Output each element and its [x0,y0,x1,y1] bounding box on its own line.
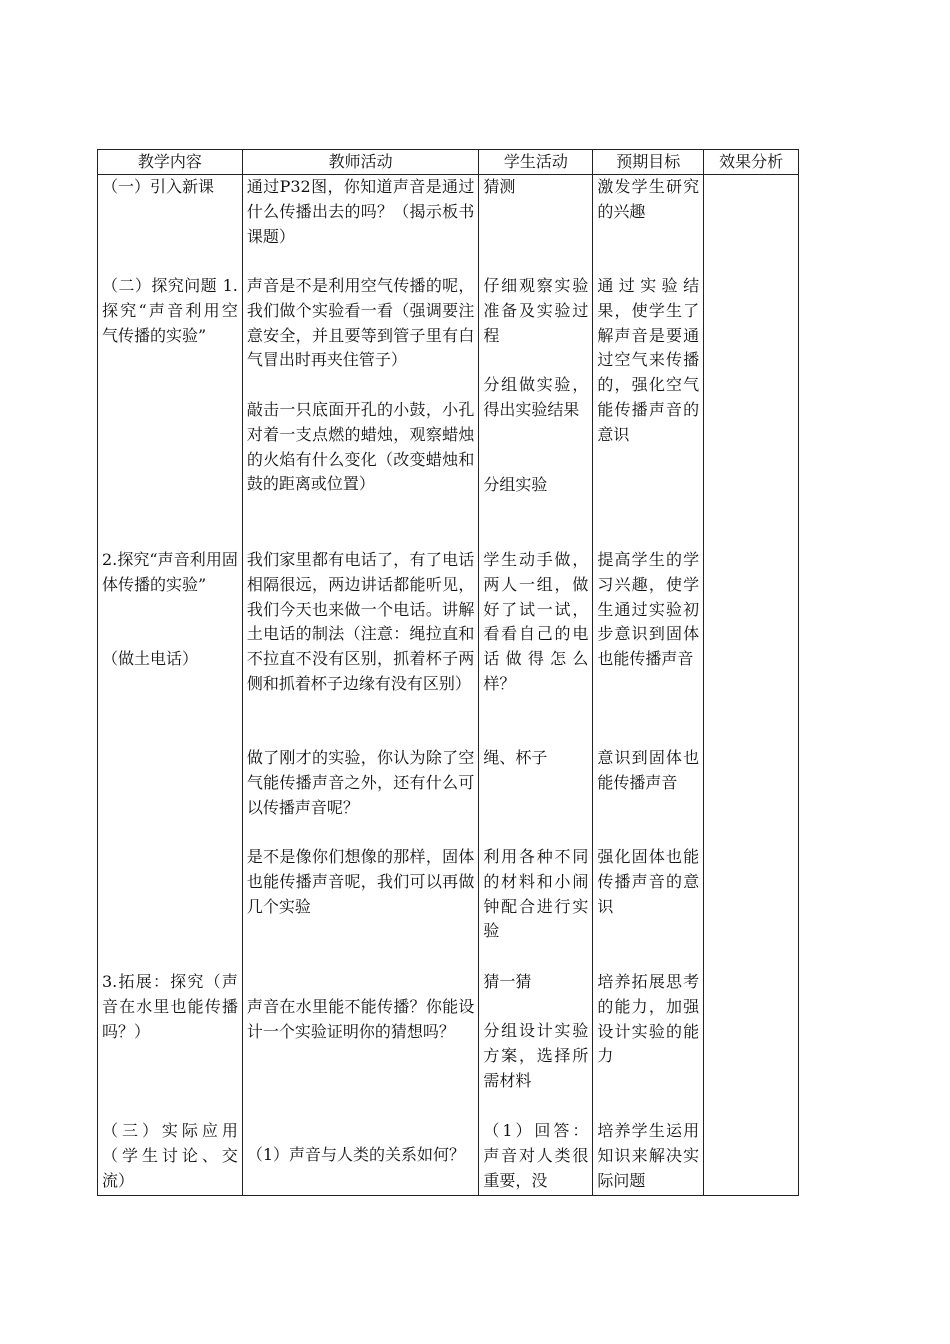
content-block: 3.拓展：探究（声音在水里也能传播吗？） [102,972,238,1041]
teacher-block: 敲击一只底面开孔的小鼓，小孔对着一支点燃的蜡烛，观察蜡烛的火焰有什么变化（改变蜡烛和鼓的距离或位置） [246,400,475,494]
goal-column [593,175,704,1196]
goal-block: 激发学生研究的兴趣 [597,177,700,221]
content-block: （做土电话） [102,649,199,668]
goal-block: 培养拓展思考的能力，加强设计实验的能力 [597,972,700,1066]
teacher-block: （1）声音与人类的关系如何？ [246,1145,466,1164]
header-content: 教学内容 [98,150,243,175]
content-block: （二）探究问题 1.探究“声音利用空气传播的实验” [102,276,238,345]
student-block: 猜一猜 [483,972,532,991]
teacher-block: 通过P32图，你知道声音是通过什么传播出去的吗？（揭示板书课题） [246,177,475,246]
content-block: （一）引入新课 [102,177,215,196]
body-row [98,175,799,1196]
student-block: 分组设计实验方案，选择所需材料 [483,1021,589,1090]
teacher-column [242,175,479,1196]
header-goal: 预期目标 [593,150,704,175]
teacher-block: 声音在水里能不能传播？你能设计一个实验证明你的猜想吗？ [246,997,475,1041]
student-block: 分组做实验，得出实验结果 [483,375,589,419]
student-block: 绳、杯子 [483,748,548,767]
student-block: 分组实验 [483,475,548,494]
header-analysis: 效果分析 [704,150,799,175]
header-student: 学生活动 [479,150,593,175]
content-block: （三）实际应用（学生讨论、交流） [102,1121,238,1190]
teacher-block: 声音是不是利用空气传播的呢，我们做个实验看一看（强调要注意安全，并且要等到管子里有白气冒出时再夹住管子） [246,276,475,370]
student-column [479,175,593,1196]
goal-block: 强化固体也能传播声音的意识 [597,847,700,916]
student-block: 学生动手做，两人一组，做好了试一试，看看自己的电话做得怎么样？ [483,550,589,693]
student-block: 仔细观察实验准备及实验过程 [483,276,589,345]
goal-block: 培养学生运用知识来解决实际问题 [597,1121,700,1190]
content-block: 2.探究“声音利用固体传播的实验” [102,550,238,594]
teacher-block: 做了刚才的实验，你认为除了空气能传播声音之外，还有什么可以传播声音呢？ [246,748,475,817]
teacher-block: 我们家里都有电话了，有了电话相隔很远，两边讲话都能听见，我们今天也来做一个电话。讲解土电话的制法（注意：绳拉直和不拉直不没有区别，抓着杯子两侧和抓着杯子边缘有没有区别） [246,550,475,693]
student-block: 猜测 [483,177,516,196]
header-teacher: 教师活动 [242,150,479,175]
goal-block: 通过实验结果，使学生了解声音是要通过空气来传播的，强化空气能传播声音的意识 [597,276,700,444]
goal-block: 提高学生的学习兴趣，使学生通过实验初步意识到固体也能传播声音 [597,550,700,669]
teacher-block: 是不是像你们想像的那样，固体也能传播声音呢，我们可以再做几个实验 [246,847,475,916]
student-block: 利用各种不同的材料和小闹钟配合进行实验 [483,847,589,941]
analysis-column [704,175,799,1196]
content-column [98,175,243,1196]
student-block: （1）回答：声音对人类很重要，没 [483,1121,589,1190]
lesson-plan-table [97,149,799,1196]
header-row [98,150,799,175]
goal-block: 意识到固体也能传播声音 [597,748,700,792]
